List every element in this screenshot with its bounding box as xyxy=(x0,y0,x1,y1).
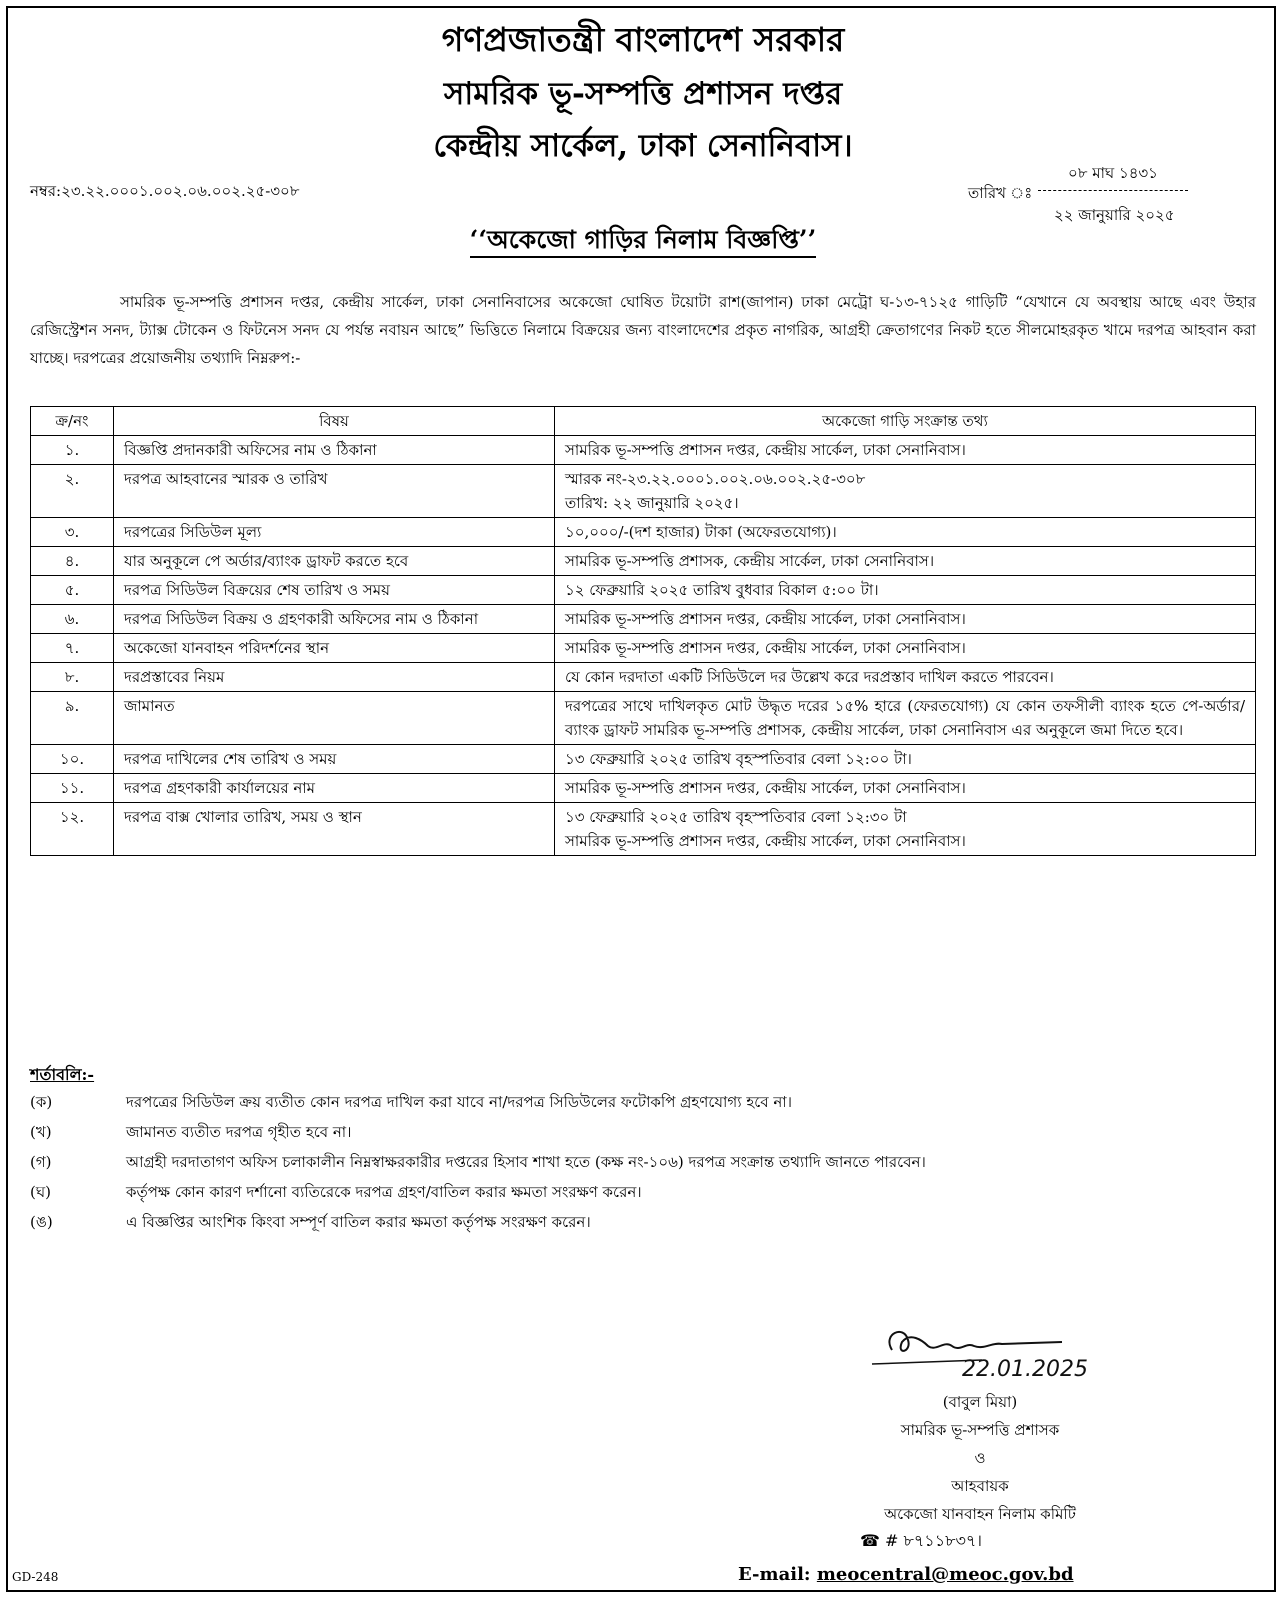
row-serial: ২. xyxy=(31,465,114,518)
table-row xyxy=(31,634,1256,663)
signature-date: 22.01.2025 xyxy=(962,1357,1088,1382)
table-row xyxy=(31,436,1256,465)
row-serial: ৫. xyxy=(31,576,114,605)
row-subject: দরপত্র বাক্স খোলার তারিখ, সময় ও স্থান xyxy=(114,803,555,856)
row-info: ১৩ ফেব্রুয়ারি ২০২৫ তারিখ বৃহস্পতিবার বেলা ১২:০০ টা। xyxy=(555,745,1256,774)
header-circle: কেন্দ্রীয় সার্কেল, ঢাকা সেনানিবাস। xyxy=(433,128,853,164)
signatory-and: ও xyxy=(974,1449,986,1467)
row-info: ১০,০০০/-(দশ হাজার) টাকা (অফেরতযোগ্য)। xyxy=(555,518,1256,547)
row-info: সামরিক ভূ-সম্পত্তি প্রশাসন দপ্তর, কেন্দ্রীয় সার্কেল, ঢাকা সেনানিবাস। xyxy=(555,634,1256,663)
table-row xyxy=(31,692,1256,745)
list-item xyxy=(30,1090,1230,1114)
phone-number: # ৮৭১১৮৩৭। xyxy=(885,1531,982,1550)
table-row xyxy=(31,745,1256,774)
header-info: অকেজো গাড়ি সংক্রান্ত তথ্য xyxy=(555,407,1256,436)
signatory-title: সামরিক ভূ-সম্পত্তি প্রশাসক xyxy=(900,1421,1060,1439)
row-serial: ১১. xyxy=(31,774,114,803)
signatory-name: (বাবুল মিয়া) xyxy=(942,1393,1018,1411)
table-row xyxy=(31,547,1256,576)
handwritten-signature xyxy=(862,1312,1142,1390)
row-subject: দরপত্র আহবানের স্মারক ও তারিখ xyxy=(114,465,555,518)
row-serial: ৬. xyxy=(31,605,114,634)
row-serial: ৮. xyxy=(31,663,114,692)
row-info: ১২ ফেব্রুয়ারি ২০২৫ তারিখ বুধবার বিকাল ৫:০০ টা। xyxy=(555,576,1256,605)
date-english: ২২ জানুয়ারি ২০২৫ xyxy=(1054,206,1175,224)
list-item xyxy=(30,1210,1230,1234)
header-department: সামরিক ভূ-সম্পত্তি প্রশাসন দপ্তর xyxy=(443,76,843,112)
row-info-line: তারিখ: ২২ জানুয়ারি ২০২৫। xyxy=(565,494,739,512)
table-header-row xyxy=(31,407,1256,436)
email-label: E-mail: xyxy=(738,1564,811,1585)
list-item xyxy=(30,1120,1230,1144)
signatory-committee: অকেজো যানবাহন নিলাম কমিটি xyxy=(884,1505,1076,1523)
intro-paragraph: সামরিক ভূ-সম্পত্তি প্রশাসন দপ্তর, কেন্দ্রীয় সার্কেল, ঢাকা সেনানিবাসের অকেজো ঘোষিত টয়োটা রাশ(জাপান) ঢাকা মেট্রো ঘ-১৩-৭১২৫ গাড়িটি “যেখানে যে অবস্থায় আছে এবং উহার রেজিস্ট্রেশন সনদ, ট্যাক্স টোকেন ও ফিটনেস সনদ যে পর্যন্ত নবায়ন আছে” ভিত্তিতে নিলামে বিক্রয়ের জন্য বাংলাদেশের প্রকৃত নাগরিক, আগ্রহী ক্রেতাগণের নিকট হতে সীলমোহরকৃত খামে দরপত্র আহবান করা যাচ্ছে। দরপত্রের প্রয়োজনীয় তথ্যাদি নিম্নরুপ:- xyxy=(30,293,1256,367)
memo-number: নম্বর:২৩.২২.০০০১.০০২.০৬.০০২.২৫-৩০৮ xyxy=(30,182,300,200)
row-serial: ১. xyxy=(31,436,114,465)
term-text: আগ্রহী দরদাতাগণ অফিস চলাকালীন নিম্নস্বাক্ষরকারীর দপ্তরের হিসাব শাখা হতে (কক্ষ নং-১০৬) দরপত্র সংক্রান্ত তথ্যাদি জানতে পারবেন। xyxy=(126,1153,926,1171)
date-bangla: ০৮ মাঘ ১৪৩১ xyxy=(1068,164,1158,182)
row-subject: দরপত্র গ্রহণকারী কার্যালয়ের নাম xyxy=(114,774,555,803)
row-subject: অকেজো যানবাহন পরিদর্শনের স্থান xyxy=(114,634,555,663)
row-info xyxy=(555,803,1256,856)
term-key: (ক) xyxy=(30,1093,53,1111)
signatory-role: আহবায়ক xyxy=(951,1477,1009,1495)
list-item xyxy=(30,1150,1230,1174)
header-serial: ক্র/নং xyxy=(31,407,114,436)
footer-code: GD-248 xyxy=(12,1570,59,1584)
signatory-block xyxy=(800,1388,1160,1528)
term-text: জামানত ব্যতীত দরপত্র গৃহীত হবে না। xyxy=(126,1123,352,1141)
term-key: (খ) xyxy=(30,1123,52,1141)
row-info: দরপত্রের সাথে দাখিলকৃত মোট উদ্ধৃত দরের ১৫% হারে (ফেরতযোগ্য) যে কোন তফসীলী ব্যাংক হতে পে-অর্ডার/ব্যাংক ড্রাফট সামরিক ভূ-সম্পত্তি প্রশাসক, কেন্দ্রীয় সার্কেল, ঢাকা সেনানিবাস এর অনুকূলে জমা দিতে হবে। xyxy=(555,692,1256,745)
row-serial: ৪. xyxy=(31,547,114,576)
term-text: কর্তৃপক্ষ কোন কারণ দর্শানো ব্যতিরেকে দরপত্র গ্রহণ/বাতিল করার ক্ষমতা সংরক্ষণ করেন। xyxy=(126,1183,642,1201)
notice-title-text: ‘‘অকেজো গাড়ির নিলাম বিজ্ঞপ্তি’’ xyxy=(470,225,817,258)
header-subject: বিষয় xyxy=(114,407,555,436)
table-row xyxy=(31,803,1256,856)
date-label: তারিখ ঃ xyxy=(968,184,1033,202)
term-text: এ বিজ্ঞপ্তির আংশিক কিংবা সম্পূর্ণ বাতিল করার ক্ষমতা কর্তৃপক্ষ সংরক্ষণ করেন। xyxy=(126,1213,591,1231)
row-subject: দরপত্র সিডিউল বিক্রয় ও গ্রহণকারী অফিসের নাম ও ঠিকানা xyxy=(114,605,555,634)
table-row xyxy=(31,605,1256,634)
row-info-line: স্মারক নং-২৩.২২.০০০১.০০২.০৬.০০২.২৫-৩০৮ xyxy=(565,470,866,488)
row-info: সামরিক ভূ-সম্পত্তি প্রশাসন দপ্তর, কেন্দ্রীয় সার্কেল, ঢাকা সেনানিবাস। xyxy=(555,605,1256,634)
row-subject: দরপ্রস্তাবের নিয়ম xyxy=(114,663,555,692)
row-info: সামরিক ভূ-সম্পত্তি প্রশাসন দপ্তর, কেন্দ্রীয় সার্কেল, ঢাকা সেনানিবাস। xyxy=(555,774,1256,803)
email-line xyxy=(738,1564,1074,1585)
row-info: যে কোন দরদাতা একটি সিডিউলে দর উল্লেখ করে দরপ্রস্তাব দাখিল করতে পারবেন। xyxy=(555,663,1256,692)
table-row xyxy=(31,518,1256,547)
row-serial: ১০. xyxy=(31,745,114,774)
list-item xyxy=(30,1180,1230,1204)
phone-icon: ☎ xyxy=(860,1531,880,1550)
row-info xyxy=(555,465,1256,518)
row-serial: ১২. xyxy=(31,803,114,856)
row-subject: যার অনুকূলে পে অর্ডার/ব্যাংক ড্রাফট করতে হবে xyxy=(114,547,555,576)
date-divider xyxy=(1038,190,1188,191)
terms-list xyxy=(30,1090,1230,1240)
row-info: সামরিক ভূ-সম্পত্তি প্রশাসক, কেন্দ্রীয় সার্কেল, ঢাকা সেনানিবাস। xyxy=(555,547,1256,576)
header-government: গণপ্রজাতন্ত্রী বাংলাদেশ সরকার xyxy=(441,20,845,59)
table-row xyxy=(31,576,1256,605)
term-key: (ঙ) xyxy=(30,1213,53,1231)
email-address[interactable]: meocentral@meoc.gov.bd xyxy=(816,1564,1074,1585)
row-subject: বিজ্ঞপ্তি প্রদানকারী অফিসের নাম ও ঠিকানা xyxy=(114,436,555,465)
row-subject: জামানত xyxy=(114,692,555,745)
row-subject: দরপত্রের সিডিউল মূল্য xyxy=(114,518,555,547)
auction-info-table xyxy=(30,406,1256,856)
row-info-line: ১৩ ফেব্রুয়ারি ২০২৫ তারিখ বৃহস্পতিবার বেলা ১২:৩০ টা xyxy=(565,808,907,826)
row-serial: ৭. xyxy=(31,634,114,663)
row-info: সামরিক ভূ-সম্পত্তি প্রশাসন দপ্তর, কেন্দ্রীয় সার্কেল, ঢাকা সেনানিবাস। xyxy=(555,436,1256,465)
row-info-line: সামরিক ভূ-সম্পত্তি প্রশাসন দপ্তর, কেন্দ্রীয় সার্কেল, ঢাকা সেনানিবাস। xyxy=(565,832,966,850)
row-subject: দরপত্র দাখিলের শেষ তারিখ ও সময় xyxy=(114,745,555,774)
notice-title xyxy=(0,220,1286,263)
row-subject: দরপত্র সিডিউল বিক্রয়ের শেষ তারিখ ও সময় xyxy=(114,576,555,605)
table-row xyxy=(31,663,1256,692)
row-serial: ৩. xyxy=(31,518,114,547)
term-key: (গ) xyxy=(30,1153,52,1171)
row-serial: ৯. xyxy=(31,692,114,745)
terms-heading: শর্তাবলি:- xyxy=(30,1065,95,1084)
term-text: দরপত্রের সিডিউল ক্রয় ব্যতীত কোন দরপত্র দাখিল করা যাবে না/দরপত্র সিডিউলের ফটোকপি গ্রহণযোগ্য হবে না। xyxy=(126,1093,793,1111)
table-row xyxy=(31,465,1256,518)
phone-line xyxy=(860,1528,982,1555)
term-key: (ঘ) xyxy=(30,1183,51,1201)
table-row xyxy=(31,774,1256,803)
